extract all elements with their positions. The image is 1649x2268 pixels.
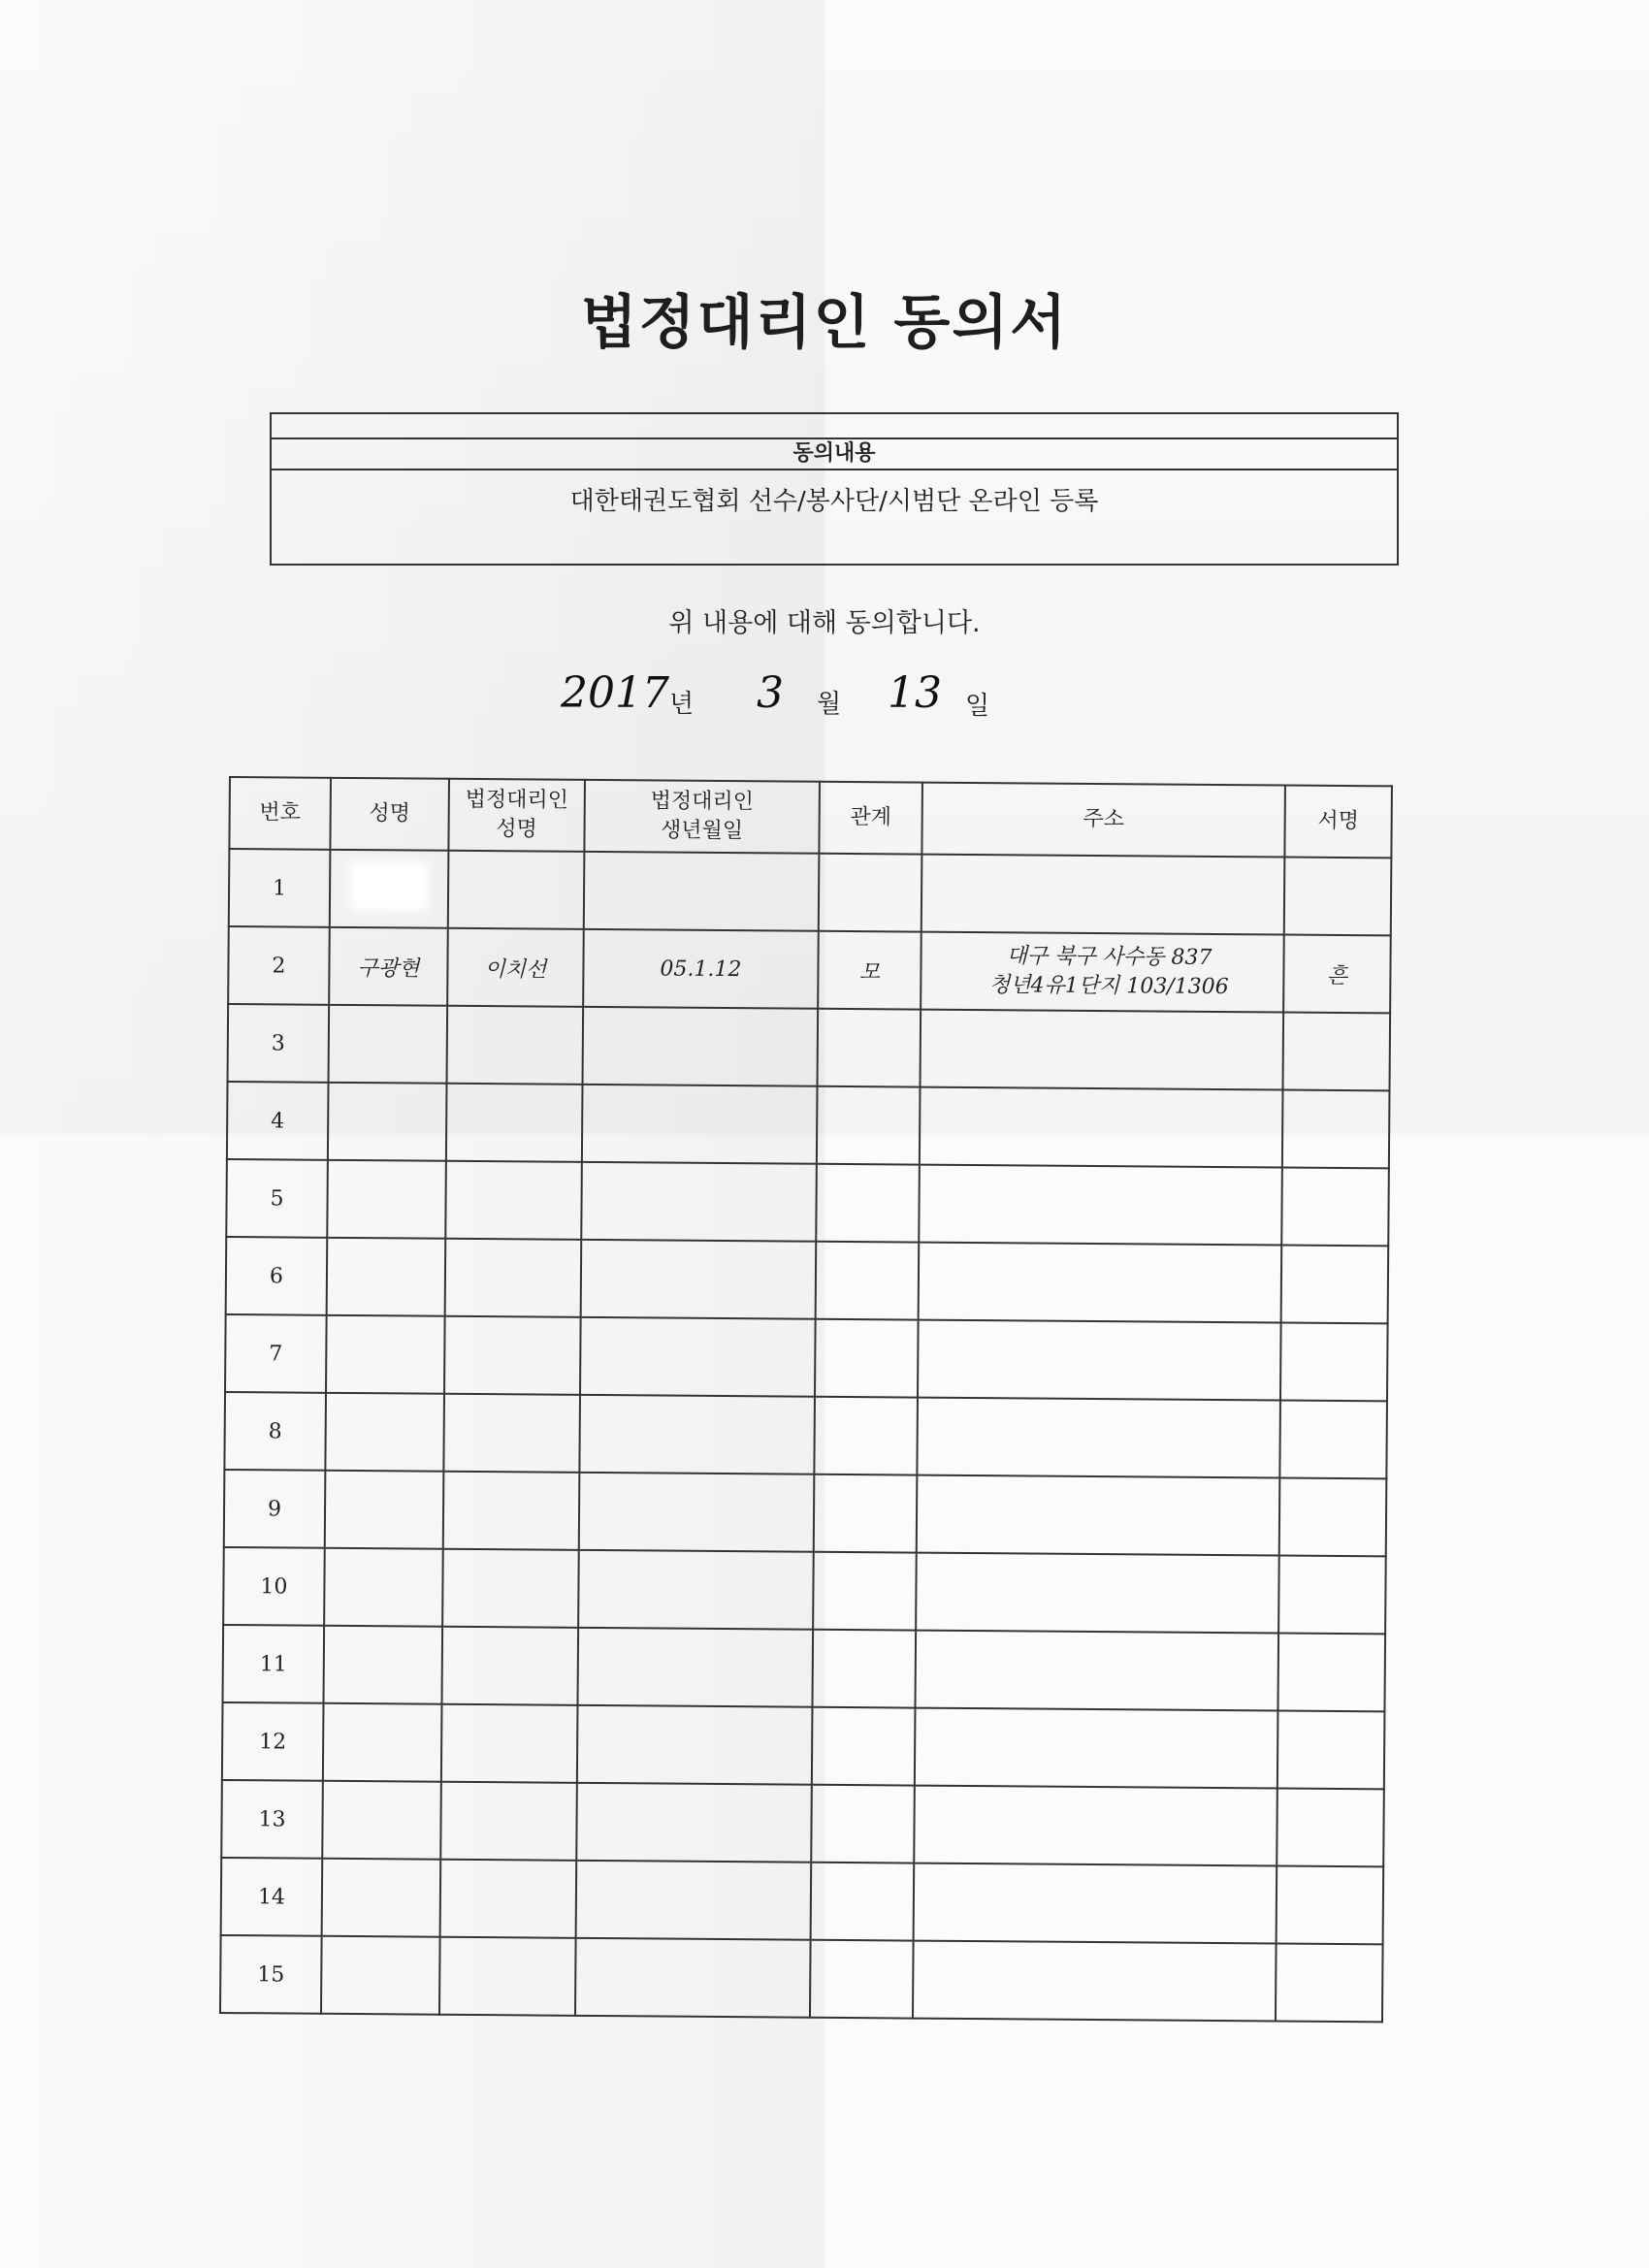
- row-address-line1: [928, 1902, 1276, 1905]
- row-address-line1: [931, 1514, 1278, 1517]
- row-guardian-name: [441, 1704, 578, 1783]
- row-relation: [819, 854, 922, 932]
- row-address-line1: [929, 1747, 1277, 1750]
- row-address: [920, 1087, 1283, 1168]
- row-address: [914, 1863, 1277, 1944]
- row-guardian-birth: [577, 1705, 813, 1785]
- row-address: [915, 1631, 1278, 1711]
- row-address-line2: [929, 1825, 1277, 1828]
- guardian-table: [219, 776, 1393, 2023]
- row-address-line1: [936, 893, 1283, 896]
- row-guardian-name: [443, 1394, 580, 1473]
- header-guardian-birth: 법정대리인 생년월일: [584, 780, 820, 854]
- row-guardian-name: [440, 1782, 577, 1861]
- row-address: [921, 932, 1284, 1013]
- row-signature: [1278, 1556, 1386, 1635]
- row-address: [913, 1941, 1277, 2022]
- row-address-line1: [933, 1281, 1280, 1284]
- table-row: [222, 1625, 1385, 1711]
- row-signature: [1282, 1013, 1390, 1091]
- row-address-line2: [932, 1437, 1279, 1440]
- row-guardian-birth: [575, 1938, 811, 2018]
- row-relation: [810, 1940, 914, 2019]
- row-number: 14: [221, 1858, 323, 1936]
- row-address: [919, 1165, 1282, 1246]
- row-address-line2: [929, 1747, 1277, 1750]
- row-address: [916, 1553, 1279, 1634]
- row-address: [915, 1708, 1278, 1789]
- consent-header: 동의내용: [272, 437, 1397, 470]
- row-address-line1: [932, 1437, 1279, 1440]
- row-guardian-name: [443, 1472, 580, 1550]
- row-guardian-name: 이치선: [447, 928, 584, 1007]
- row-guardian-name: [444, 1316, 581, 1395]
- row-address-line2: [934, 1126, 1281, 1129]
- row-signature: [1284, 858, 1392, 936]
- table-row: [226, 1159, 1389, 1246]
- row-signature: [1277, 1711, 1385, 1790]
- row-relation: [818, 1009, 922, 1087]
- row-number: 9: [224, 1470, 326, 1548]
- header-address: 주소: [922, 783, 1285, 858]
- row-number: 4: [227, 1082, 329, 1160]
- table-row: [229, 849, 1392, 935]
- header-guardian-name: 법정대리인 성명: [448, 779, 585, 852]
- row-guardian-birth: [578, 1550, 814, 1630]
- row-guardian-name: [441, 1627, 578, 1705]
- row-number: 7: [225, 1314, 327, 1393]
- row-address-line1: [932, 1359, 1279, 1362]
- row-relation: [816, 1164, 920, 1243]
- row-signature: [1276, 1944, 1383, 2023]
- row-number: 2: [228, 926, 330, 1005]
- row-relation: [813, 1552, 917, 1631]
- row-address-line2: [931, 1514, 1278, 1517]
- row-name: [328, 1083, 447, 1161]
- row-name: [322, 1781, 441, 1860]
- row-signature: [1281, 1246, 1389, 1324]
- row-guardian-birth: [584, 852, 820, 931]
- row-guardian-birth: [577, 1628, 813, 1707]
- date-month-suffix: 월: [817, 690, 842, 719]
- row-address: [921, 1010, 1284, 1090]
- row-guardian-name: [448, 851, 585, 929]
- row-address-line2: [932, 1359, 1279, 1362]
- row-number: 6: [226, 1237, 328, 1315]
- row-signature: 흔: [1283, 935, 1391, 1014]
- row-name: [327, 1238, 446, 1316]
- row-relation: [816, 1242, 920, 1320]
- row-address-line2: [934, 1204, 1281, 1207]
- row-address-line2: [936, 893, 1283, 896]
- table-row: [221, 1858, 1384, 1944]
- row-guardian-birth: [581, 1240, 817, 1319]
- row-guardian-birth: [579, 1395, 815, 1474]
- row-number: 8: [224, 1392, 326, 1471]
- table-row: [224, 1392, 1387, 1478]
- row-guardian-birth: [580, 1317, 816, 1397]
- row-address-line2: [935, 1049, 1282, 1052]
- row-number: 5: [226, 1159, 328, 1238]
- row-name: [323, 1703, 442, 1782]
- table-row: [223, 1547, 1386, 1634]
- row-relation: [811, 1863, 915, 1941]
- agreement-statement: 위 내용에 대해 동의합니다.: [668, 608, 981, 638]
- row-guardian-birth: [579, 1473, 815, 1552]
- row-number: 11: [222, 1625, 324, 1703]
- row-address-line2: [930, 1669, 1277, 1672]
- header-signature: 서명: [1284, 786, 1392, 859]
- row-guardian-birth: [576, 1783, 812, 1863]
- row-name: [323, 1626, 442, 1704]
- table-row: [228, 926, 1391, 1013]
- row-relation: [812, 1630, 916, 1708]
- consent-content-box: [270, 412, 1399, 566]
- row-guardian-name: [445, 1161, 582, 1240]
- row-address-line2: [927, 1980, 1275, 1983]
- header-name: 성명: [330, 778, 449, 851]
- row-guardian-birth: 05.1.12: [583, 929, 819, 1009]
- table-row: [220, 1935, 1383, 2022]
- row-address-line1: [934, 1204, 1281, 1207]
- row-relation: [811, 1785, 915, 1863]
- row-signature: [1280, 1323, 1388, 1402]
- redaction-patch: [350, 861, 428, 911]
- row-guardian-name: [440, 1860, 577, 1938]
- row-signature: [1282, 1090, 1390, 1169]
- table-row: [222, 1702, 1385, 1789]
- row-guardian-name: [447, 1006, 584, 1085]
- row-signature: [1277, 1634, 1385, 1712]
- row-address: [919, 1243, 1282, 1323]
- row-address-line1: [930, 1592, 1277, 1595]
- row-address-line2: [930, 1592, 1277, 1595]
- row-signature: [1279, 1401, 1387, 1479]
- row-name: [321, 1936, 440, 2015]
- row-address: [922, 855, 1285, 935]
- row-relation: [812, 1707, 916, 1786]
- row-relation: [817, 1086, 921, 1165]
- row-address: [917, 1475, 1280, 1556]
- row-relation: [814, 1397, 918, 1475]
- row-name: [324, 1548, 443, 1627]
- row-number: 3: [228, 1004, 330, 1083]
- row-address-line2: [928, 1902, 1276, 1905]
- row-name: [326, 1315, 445, 1394]
- row-number: 10: [223, 1547, 325, 1626]
- table-row: [221, 1780, 1384, 1866]
- row-relation: [814, 1474, 918, 1553]
- table-row: [225, 1314, 1388, 1401]
- date-day: 13: [888, 668, 942, 718]
- row-name: [325, 1471, 444, 1549]
- date-day-suffix: 일: [965, 692, 990, 721]
- row-number: 15: [220, 1935, 322, 2014]
- date-year: 2017: [561, 668, 669, 718]
- row-address-line1: 대구 북구 사수동 837: [1006, 944, 1212, 970]
- row-address-line1: [930, 1669, 1277, 1672]
- table-row: [227, 1082, 1390, 1168]
- row-name: [329, 1005, 448, 1084]
- row-address: [914, 1786, 1277, 1866]
- table-header-row: [229, 777, 1392, 858]
- row-guardian-birth: [582, 1085, 818, 1164]
- row-guardian-name: [446, 1084, 583, 1162]
- row-name: [330, 850, 449, 928]
- row-address-line1: [935, 1049, 1282, 1052]
- row-guardian-name: [442, 1549, 579, 1628]
- row-guardian-birth: [581, 1162, 817, 1242]
- row-guardian-name: [445, 1239, 582, 1317]
- date-month: 3: [757, 668, 784, 718]
- row-number: 1: [229, 849, 331, 927]
- row-address-line2: 청년4유1단지 103/1306: [988, 973, 1229, 1000]
- row-signature: [1281, 1168, 1389, 1247]
- row-name: [325, 1393, 444, 1472]
- row-guardian-birth: [576, 1861, 812, 1940]
- consent-body: 대한태권도협회 선수/봉사단/시범단 온라인 등록: [569, 487, 1099, 516]
- row-name: [327, 1160, 446, 1239]
- row-relation: [815, 1319, 919, 1398]
- header-number: 번호: [229, 777, 331, 850]
- row-address-line1: [927, 1980, 1275, 1983]
- row-name: [322, 1859, 441, 1937]
- table-row: [224, 1470, 1387, 1556]
- row-address-line2: [933, 1281, 1280, 1284]
- table-row: [228, 1004, 1391, 1090]
- table-row: [226, 1237, 1389, 1323]
- date-year-suffix: 년: [669, 690, 695, 719]
- row-guardian-name: [439, 1937, 576, 2016]
- row-signature: [1279, 1478, 1387, 1557]
- row-address: [917, 1398, 1280, 1478]
- header-relation: 관계: [819, 782, 922, 855]
- row-address-line1: [934, 1126, 1281, 1129]
- row-signature: [1277, 1789, 1384, 1867]
- row-address-line1: [929, 1825, 1277, 1828]
- row-signature: [1277, 1866, 1384, 1945]
- row-number: 12: [222, 1702, 324, 1781]
- row-number: 13: [221, 1780, 323, 1859]
- row-name: 구광현: [329, 927, 448, 1006]
- row-relation: 모: [818, 931, 922, 1010]
- row-guardian-birth: [583, 1007, 819, 1086]
- document-title: 법정대리인 동의서: [580, 289, 1069, 357]
- row-address: [918, 1320, 1281, 1401]
